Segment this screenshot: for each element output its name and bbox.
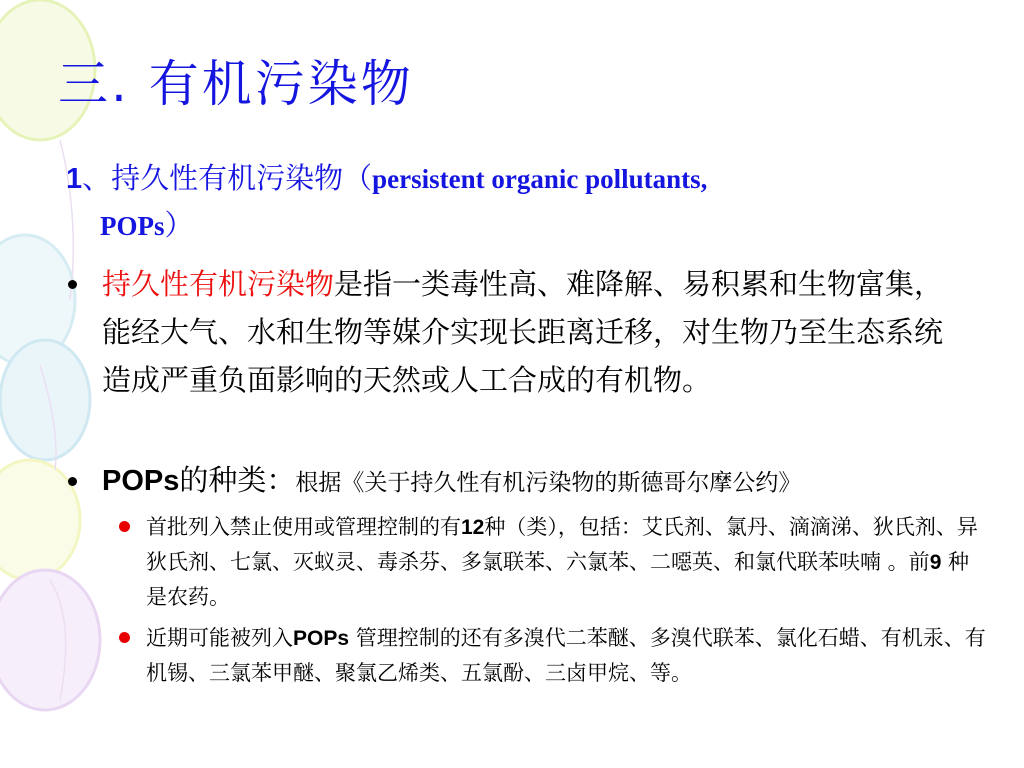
section-number: 1 <box>66 163 83 195</box>
section-heading <box>66 155 966 249</box>
sub1-post: 种是农药。 <box>146 550 970 609</box>
sub-bullet-first-batch <box>146 510 986 614</box>
highlight-term: 持久性有机污染物 <box>102 267 335 301</box>
definition-text: 是指一类毒性高、难降解、易积累和生物富集，能经大气、水和生物等媒介实现长距离迁移，对生物乃至生态系统造成严重负面影响的天然或人工合成的有机物。 <box>102 267 944 397</box>
section-heading-close: ） <box>164 208 194 242</box>
bullet-types <box>102 458 982 505</box>
sub2-pre: 近期可能被列入 <box>146 626 293 650</box>
sub-bullet-dot <box>119 632 130 643</box>
section-heading-en: persistent organic pollutants, <box>372 164 708 194</box>
slide-title: 三. 有机污染物 <box>58 55 414 113</box>
sub1-pre: 首批列入禁止使用或管理控制的有 <box>146 515 461 539</box>
section-heading-en-2: POPs <box>100 211 165 241</box>
sub-bullet-candidates <box>146 621 986 690</box>
section-heading-line2 <box>66 202 966 249</box>
sub2-pops: POPs <box>293 627 350 650</box>
sub2-post: 管理控制的还有多溴代二苯醚、多溴代联苯、氯化石蜡、有机汞、有机锡、三氯苯甲醚、聚氯乙烯类、五氯酚、三卤甲烷、等。 <box>146 626 986 685</box>
sub1-count-12: 12 <box>461 516 485 539</box>
bullet-definition <box>102 260 962 404</box>
sub1-mid: 种（类），包括：艾氏剂、氯丹、滴滴涕、狄氏剂、异狄氏剂、七氯、灭蚁灵、毒杀芬、多氯联苯、六氯苯、二噁英、和氯代联苯呋喃 。前 <box>146 515 978 574</box>
sub-bullet-dot <box>119 521 130 532</box>
bullet-dot <box>68 280 77 289</box>
types-label: 的种类： <box>179 463 296 497</box>
pops-label: POPs <box>102 465 180 497</box>
sub1-count-9: 9 <box>929 551 942 574</box>
section-heading-cn: 、持久性有机污染物（ <box>82 161 373 195</box>
bullet-dot <box>68 477 77 486</box>
convention-reference: 根据《关于持久性有机污染物的斯德哥尔摩公约》 <box>295 470 802 496</box>
